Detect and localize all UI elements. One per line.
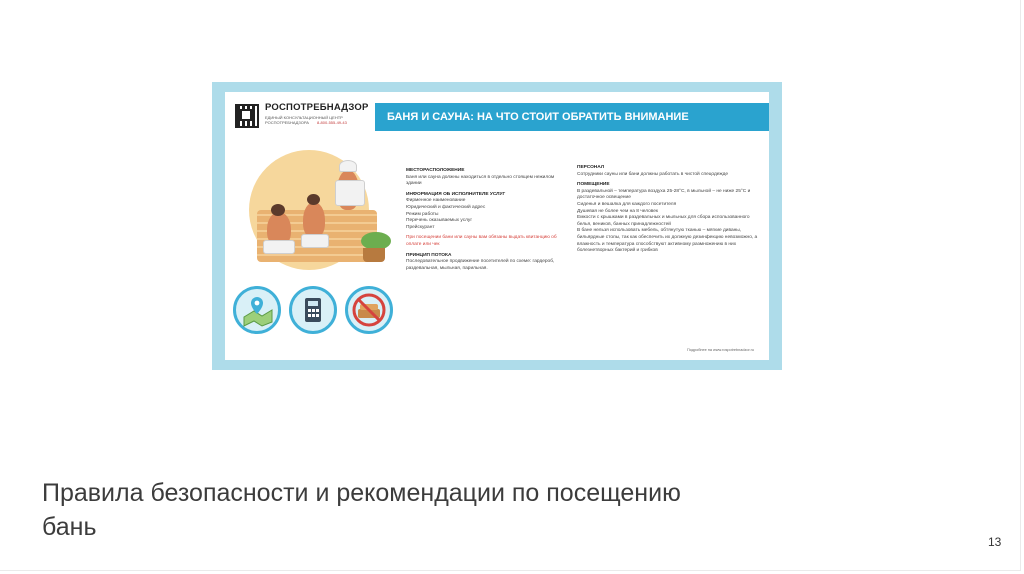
qr-code-icon: [235, 104, 259, 128]
poster-left-column: [406, 168, 566, 272]
flow-text: Последовательное продвижение посетителей по схеме: гардероб, раздевальная, мыльная, парильная.: [406, 259, 555, 271]
staff-text: Сотрудники сауны или бани должны работать в чистой спецодежде: [577, 171, 729, 177]
location-heading: МЕСТОРАСПОЛОЖЕНИЕ: [406, 168, 465, 173]
org-name: РОСПОТРЕБНАДЗОР: [265, 102, 369, 113]
room-item: Емкости с крышками в раздевальных и мыльных для сбора использованного белья, веников, банных принадлежностей: [577, 215, 750, 227]
room-item: В бане нельзя использовать мебель, обтянутую тканью – мягкие диваны, бильярдные столы, так как обеспечить их должную дезинфекцию невозможно, а влажность и температура способствуют активному размножению в них болезнетворных бактерий и грибков: [577, 228, 758, 254]
room-item: В раздевальной – температура воздуха 25-28°С, в мыльной – не ниже 25°С и достаточное освещение: [577, 188, 751, 201]
room-heading: ПОМЕЩЕНИЕ: [577, 182, 610, 188]
info-item: Фирменное наименование: [406, 198, 466, 204]
slide-caption: Правила безопасности и рекомендации по посещению бань: [42, 479, 681, 541]
poster-content: [225, 92, 769, 360]
page-number: 13: [988, 535, 1002, 549]
org-subtitle: ЕДИНЫЙ КОНСУЛЬТАЦИОННЫЙ ЦЕНТР РОСПОТРЕБНАДЗОРА: [265, 115, 343, 125]
info-item: Юридический и фактический адрес: [406, 204, 486, 210]
flow-heading: ПРИНЦИП ПОТОКА: [406, 252, 452, 258]
map-location-icon: [233, 286, 281, 334]
poster-title-band: [375, 103, 769, 131]
info-heading: ИНФОРМАЦИЯ ОБ ИСПОЛНИТЕЛЕ УСЛУГ: [406, 191, 506, 197]
receipt-warning: При посещении бани или сауны вам обязаны выдать квитанцию об оплате или чек: [406, 235, 557, 247]
poster-right-column: [577, 165, 762, 255]
cash-register-icon: [289, 286, 337, 334]
info-item: Перечень оказываемых услуг: [406, 218, 473, 224]
room-item: Душевая не более чем на 8 человек: [577, 208, 659, 214]
sauna-poster: [212, 82, 782, 370]
staff-heading: ПЕРСОНАЛ: [577, 165, 605, 170]
sauna-illustration-icon: [249, 140, 399, 270]
org-phone: 8-800-555-49-43: [317, 120, 347, 125]
location-text: Баня или сауна должны находиться в отдельно стоящем нежилом здании: [406, 174, 555, 187]
info-item: Прейскурант: [406, 224, 435, 230]
info-item: Режим работы: [406, 211, 439, 217]
poster-footer: Подробнее на www.rospotrebnadzor.ru: [687, 348, 754, 352]
no-furniture-icon: [345, 286, 393, 334]
room-item: Сиденья и вешалка для каждого посетителя: [577, 201, 677, 207]
poster-title: БАНЯ И САУНА: НА ЧТО СТОИТ ОБРАТИТЬ ВНИМАНИЕ: [387, 111, 689, 123]
